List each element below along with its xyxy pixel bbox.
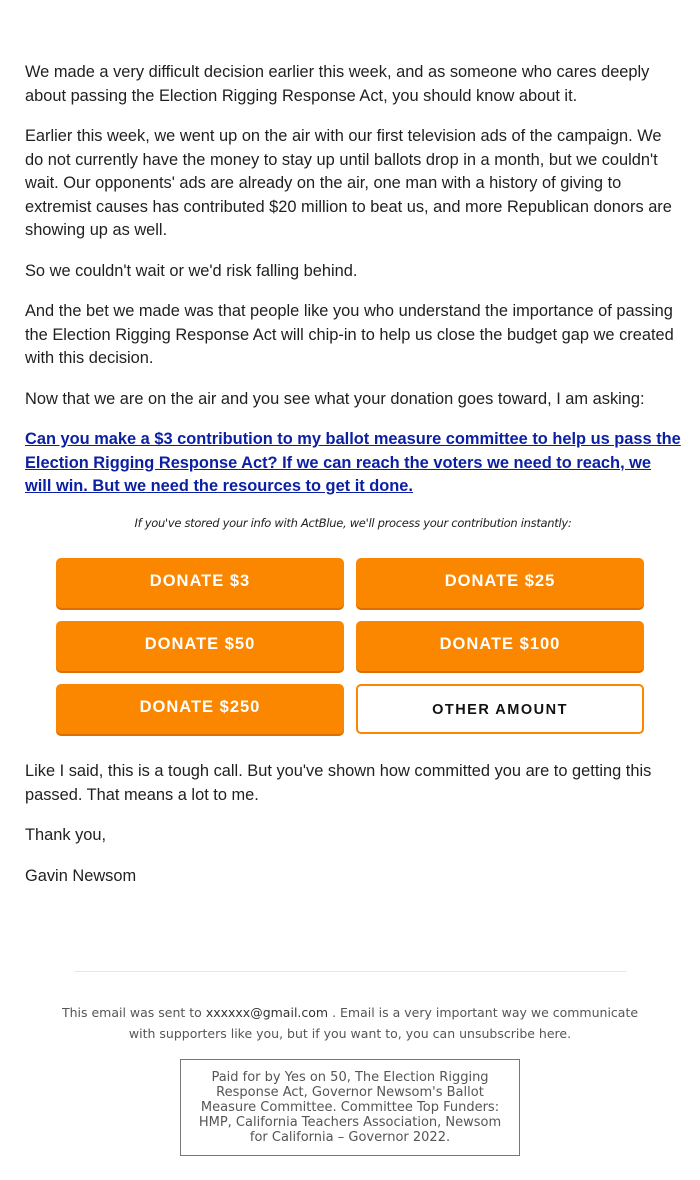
donate-100-button[interactable]: DONATE $100 <box>356 621 644 671</box>
donate-50-button[interactable]: DONATE $50 <box>56 621 344 671</box>
body-paragraph-4: And the bet we made was that people like you who understand the importance of passing the Election Rigging Response Act will chip-in to help us close the budget gap we created with this decision. <box>25 302 674 367</box>
other-amount-button[interactable]: OTHER AMOUNT <box>356 684 644 734</box>
paid-for-disclaimer: Paid for by Yes on 50, The Election Rigging Response Act, Governor Newsom's Ballot Measure Committee. Committee Top Funders: HMP, California Teachers Association, Newsom for California – Governor 2022. <box>180 1059 520 1156</box>
email-closing <box>25 760 681 905</box>
body-paragraph-5: Now that we are on the air and you see what your donation goes toward, I am asking: <box>25 389 645 408</box>
footer-sent-prefix: This email was sent to <box>61 1005 202 1020</box>
closing-paragraph: Like I said, this is a tough call. But you've shown how committed you are to getting this passed. That means a lot to me. <box>25 762 652 804</box>
body-paragraph-2: Earlier this week, we went up on the air with our first television ads of the campaign. We do not currently have the money to stay up until ballots drop in a month, but we couldn't wait. Our opponents' ads are already on the air, one man with a history of giving to extremist causes has contributed $20 million to beat us, and more Republican donors are showing up as well. <box>25 127 672 239</box>
email-body <box>25 61 681 547</box>
donate-25-button[interactable]: DONATE $25 <box>356 558 644 608</box>
actblue-note: If you've stored your info with ActBlue, we'll process your contribution instantly: <box>134 515 572 530</box>
contribution-cta-link[interactable]: Can you make a $3 contribution to my ballot measure committee to help us pass the Election Rigging Response Act? If we can reach the voters we need to reach, we will win. But we need the resources to get it done. <box>25 430 681 495</box>
donate-3-button[interactable]: DONATE $3 <box>56 558 344 608</box>
sign-off: Thank you, <box>25 826 107 844</box>
donate-250-button[interactable]: DONATE $250 <box>56 684 344 734</box>
recipient-email: xxxxxx@gmail.com <box>205 1005 329 1020</box>
footer-divider <box>74 971 626 972</box>
body-paragraph-1: We made a very difficult decision earlier this week, and as someone who cares deeply about passing the Election Rigging Response Act, you should know about it. <box>25 63 650 105</box>
body-paragraph-3: So we couldn't wait or we'd risk falling behind. <box>25 261 358 280</box>
footer-notice <box>60 1002 640 1044</box>
footer-sent-suffix: . Email is a very important way we communicate with supporters like you, but if you want to, you can unsubscribe here. <box>128 1005 639 1041</box>
signature-name: Gavin Newsom <box>25 866 137 885</box>
